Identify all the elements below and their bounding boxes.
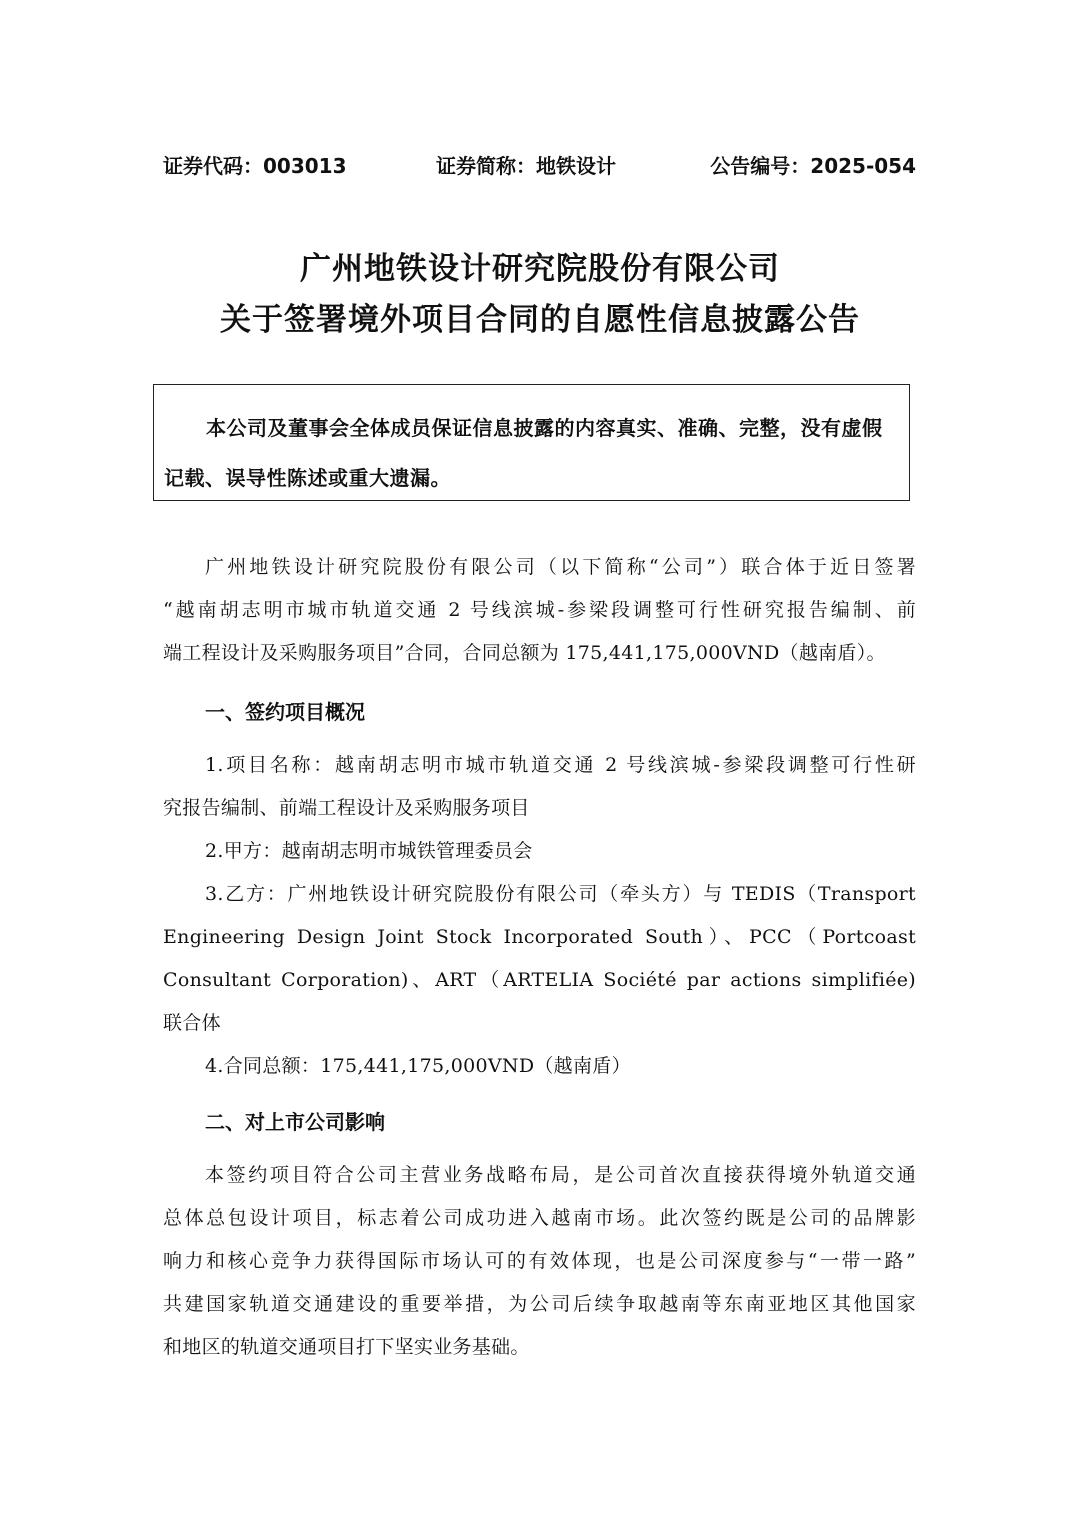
section-2-body — [163, 1154, 916, 1369]
section-1-body — [163, 744, 916, 1088]
stock-code: 证券代码：003013 — [163, 154, 347, 178]
intro-line-1: 广州地铁设计研究院股份有限公司（以下简称“公司”）联合体于近日签署 — [205, 556, 916, 578]
intro-paragraph — [163, 546, 916, 675]
item-3-line-1: 3.乙方：广州地铁设计研究院股份有限公司（牵头方）与 TEDIS（Transport — [205, 883, 916, 905]
section-heading-2: 二、对上市公司影响 — [205, 1110, 385, 1134]
item-1-line-1: 1.项目名称：越南胡志明市城市轨道交通 2 号线滨城-参梁段调整可行性研 — [205, 754, 916, 776]
impact-line-4: 共建国家轨道交通建设的重要举措，为公司后续争取越南等东南亚地区其他国家 — [163, 1293, 916, 1315]
intro-line-2: “越南胡志明市城市轨道交通 2 号线滨城-参梁段调整可行性研究报告编制、前 — [163, 599, 916, 621]
disclaimer-text: 本公司及董事会全体成员保证信息披露的内容真实、准确、完整，没有虚假记载、误导性陈述或重大遗漏。 — [164, 416, 883, 490]
intro-line-3: 端工程设计及采购服务项目”合同，合同总额为 175,441,175,000VND（越南盾）。 — [163, 642, 886, 664]
impact-line-1: 本签约项目符合公司主营业务战略布局，是公司首次直接获得境外轨道交通 — [205, 1164, 916, 1186]
impact-line-5: 和地区的轨道交通项目打下坚实业务基础。 — [163, 1336, 530, 1358]
document-header — [163, 150, 916, 180]
title-subject: 关于签署境外项目合同的自愿性信息披露公告 — [220, 302, 860, 338]
disclaimer-box — [153, 384, 910, 501]
item-1-line-2: 究报告编制、前端工程设计及采购服务项目 — [163, 797, 530, 819]
item-3-line-4: 联合体 — [163, 1012, 221, 1034]
announcement-number: 公告编号：2025-054 — [710, 154, 916, 178]
item-3-line-3: Consultant Corporation)、ART（ARTELIA Société par actions simplifiée) — [163, 969, 916, 991]
item-3-line-2: Engineering Design Joint Stock Incorporated South）、PCC（Portcoast — [163, 926, 916, 948]
item-2: 2.甲方：越南胡志明市城铁管理委员会 — [205, 840, 533, 862]
stock-abbreviation: 证券简称：地铁设计 — [436, 154, 616, 178]
impact-line-3: 响力和核心竞争力获得国际市场认可的有效体现，也是公司深度参与“一带一路” — [163, 1250, 916, 1272]
impact-line-2: 总体总包设计项目，标志着公司成功进入越南市场。此次签约既是公司的品牌影 — [163, 1207, 916, 1229]
title-company: 广州地铁设计研究院股份有限公司 — [300, 251, 780, 287]
item-4: 4.合同总额：175,441,175,000VND（越南盾） — [205, 1055, 631, 1077]
section-heading-1: 一、签约项目概况 — [205, 700, 365, 724]
